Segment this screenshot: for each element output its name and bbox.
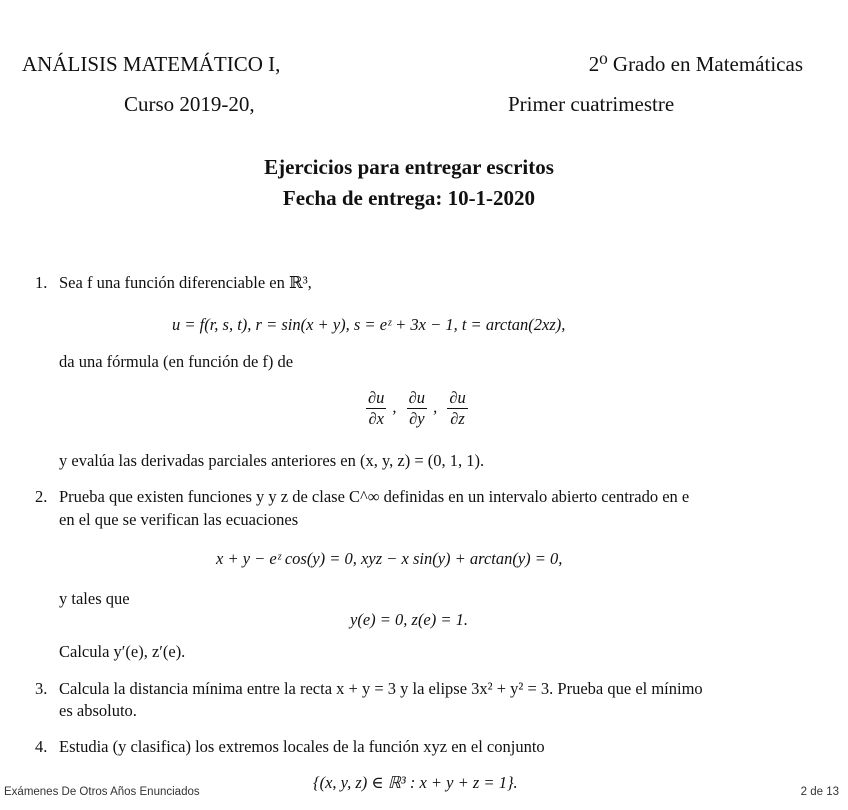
page-counter: 2 de 13 [800,786,839,798]
fraction-denominator: ∂y [409,409,425,428]
exercise-3-number: 3. [35,679,48,698]
course-title: ANÁLISIS MATEMÁTICO I, [22,52,281,76]
fraction-numerator: ∂u [368,388,385,407]
exercise-4-line1: Estudia (y clasifica) los extremos locales de la función xyz en el conjunto [59,737,545,756]
exercise-4-set: {(x, y, z) ∈ ℝ³ : x + y + z = 1}. [313,773,518,792]
partial-derivatives: $\frac{\partial u}{\partial x}$ , $\frac{\partial u}{\partial y}$ , $\frac{\partial u}{\partial z}$ [368,388,466,428]
exercise-1-equation: u = f(r, s, t), r = sin(x + y), s = eᶻ + 3x − 1, t = arctan(2xz), [172,315,566,334]
exercise-1-number: 1. [35,273,48,292]
exercise-3-line2: es absoluto. [59,701,137,720]
exercise-2-line3: y tales que [59,589,130,608]
term-label: Primer cuatrimestre [508,92,675,116]
academic-year: Curso 2019-20, [124,92,255,116]
exercise-2-equations: x + y − eᶻ cos(y) = 0, xyz − x sin(y) + arctan(y) = 0, [216,549,563,568]
partial-du-dz [447,388,467,429]
fraction-numerator: ∂u [449,388,466,407]
fraction-denominator: ∂z [450,409,465,428]
exercise-1-text: da una fórmula (en función de f) de [59,352,294,371]
partial-du-dx [366,388,386,429]
exercise-1-evaluate: y evalúa las derivadas parciales anteriores en (x, y, z) = (0, 1, 1). [59,451,485,470]
due-date: Fecha de entrega: 10-1-2020 [282,186,536,210]
partial-du-dy [407,388,427,429]
exercise-3-line1: Calcula la distancia mínima entre la recta x + y = 3 y la elipse 3x² + y² = 3. Prueba que el mínimo [59,679,703,698]
degree-label: 2⁰ Grado en Matemáticas [588,52,803,76]
page-title: Ejercicios para entregar escritos [264,155,554,179]
fraction-denominator: ∂x [368,409,384,428]
exercise-2-line1: Prueba que existen funciones y y z de clase C^∞ definidas en un intervalo abierto centrado en e [59,487,690,506]
exercise-2-line4: Calcula y′(e), z′(e). [59,642,186,661]
footer-document-name: Exámenes De Otros Años Enunciados [4,786,200,798]
fraction-numerator: ∂u [408,388,426,407]
exercise-1-intro: Sea f una función diferenciable en ℝ³, [59,273,312,292]
exercise-2-line2: en el que se verifican las ecuaciones [59,510,299,529]
exercise-2-number: 2. [35,487,48,506]
exercise-4-number: 4. [35,737,48,756]
exercise-2-conditions: y(e) = 0, z(e) = 1. [350,610,469,629]
